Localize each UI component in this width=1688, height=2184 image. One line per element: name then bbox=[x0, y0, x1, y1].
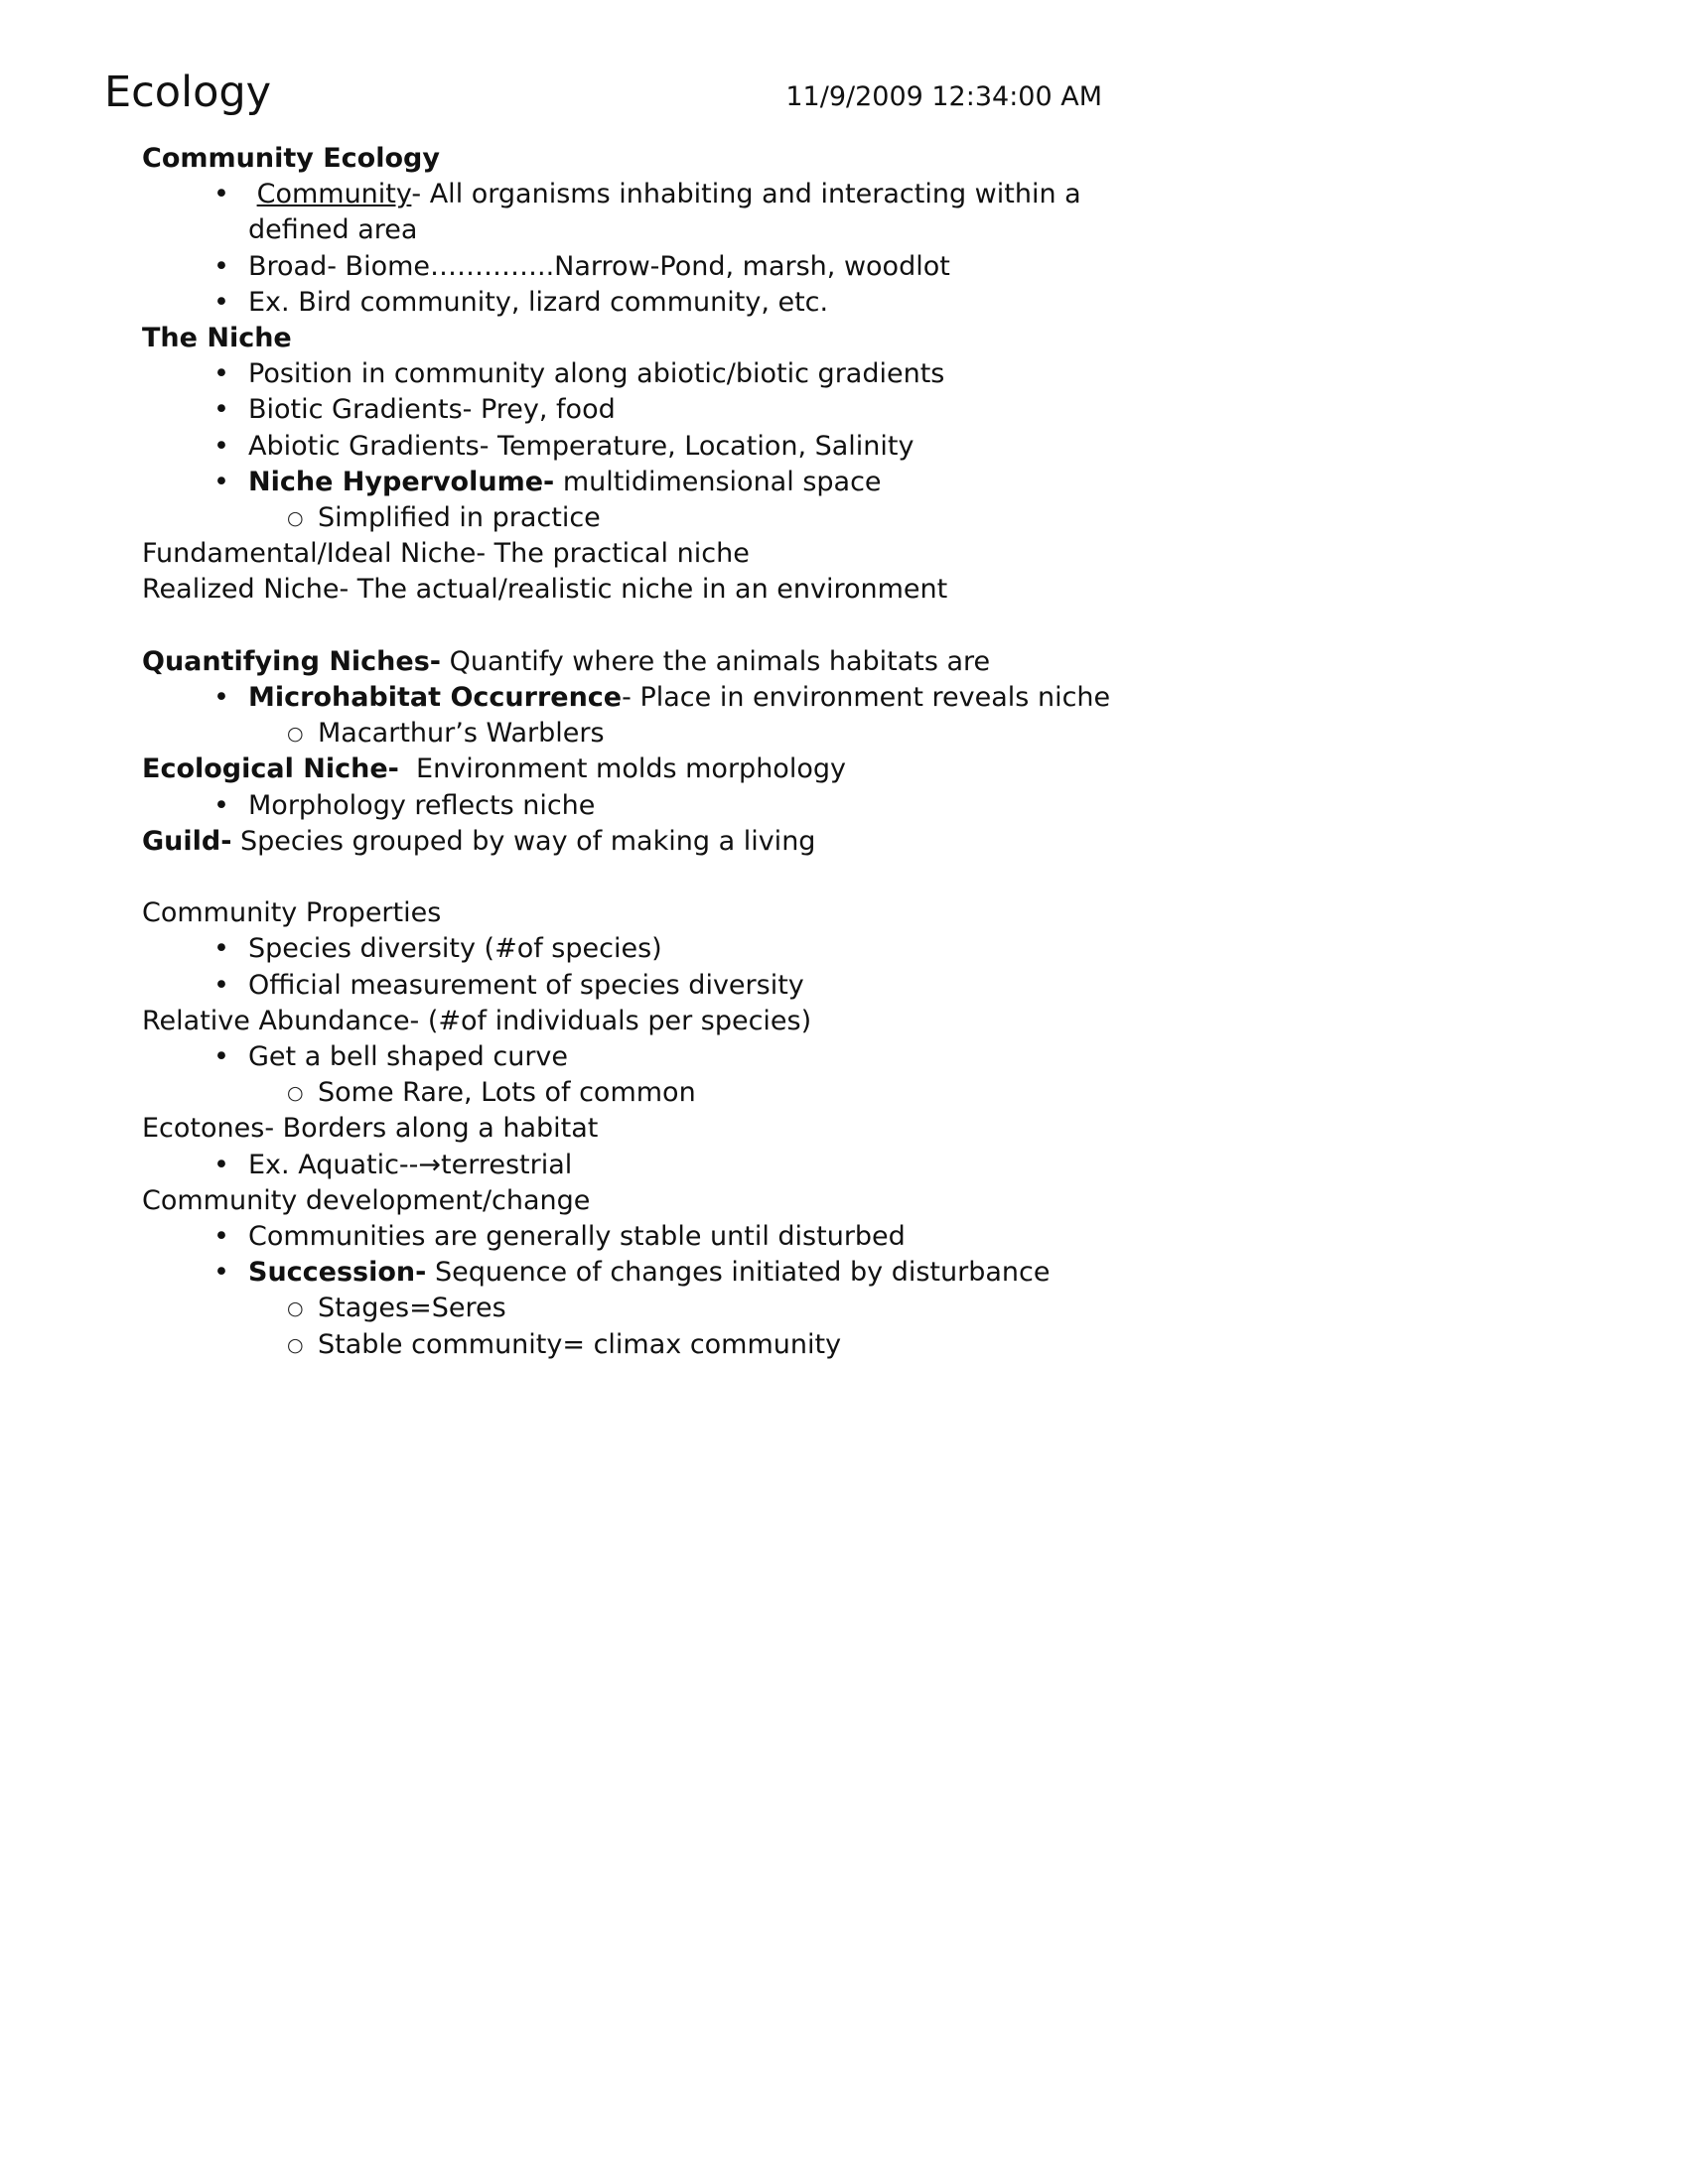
doc-line bbox=[142, 572, 1185, 608]
text-segment: Communities are generally stable until disturbed bbox=[248, 1221, 906, 1253]
doc-line bbox=[142, 824, 1185, 860]
text-segment: Position in community along abiotic/biotic gradients bbox=[248, 358, 945, 390]
doc-line bbox=[142, 536, 1185, 572]
circle-bullet-icon: ○ bbox=[287, 1082, 304, 1105]
doc-line bbox=[142, 644, 1185, 680]
bullet-icon: • bbox=[213, 286, 229, 318]
doc-line bbox=[142, 212, 1185, 248]
timestamp: 11/9/2009 12:34:00 AM bbox=[785, 81, 1102, 112]
text-segment: Niche Hypervolume- bbox=[248, 466, 555, 497]
circle-bullet-icon: ○ bbox=[287, 723, 304, 746]
doc-line bbox=[142, 1327, 1185, 1363]
doc-line bbox=[142, 321, 1185, 356]
circle-bullet-icon: ○ bbox=[287, 1297, 304, 1320]
text-segment: Succession- bbox=[248, 1257, 427, 1289]
text-segment: Relative Abundance- (#of individuals per species) bbox=[142, 1005, 812, 1036]
text-segment: Get a bell shaped curve bbox=[248, 1041, 569, 1073]
text-segment: - Place in environment reveals niche bbox=[622, 682, 1111, 714]
text-segment: Fundamental/Ideal Niche- The practical niche bbox=[142, 538, 750, 570]
doc-line bbox=[142, 680, 1185, 716]
text-segment: The Niche bbox=[142, 323, 292, 354]
bullet-icon: • bbox=[213, 250, 229, 282]
document-body bbox=[142, 141, 1185, 1363]
text-segment: Macarthur’s Warblers bbox=[318, 718, 605, 750]
bullet-icon: • bbox=[213, 179, 229, 210]
text-segment: - All organisms inhabiting and interacting within a bbox=[411, 179, 1081, 210]
text-segment: Ecotones- Borders along a habitat bbox=[142, 1113, 599, 1145]
text-segment: Official measurement of species diversity bbox=[248, 969, 804, 1001]
text-segment: Microhabitat Occurrence bbox=[248, 682, 623, 714]
doc-line bbox=[142, 1183, 1185, 1219]
doc-line bbox=[142, 429, 1185, 465]
text-segment: Community Ecology bbox=[142, 143, 440, 174]
doc-line bbox=[142, 285, 1185, 321]
doc-line bbox=[142, 1111, 1185, 1147]
doc-line bbox=[142, 1148, 1185, 1183]
doc-line bbox=[142, 788, 1185, 824]
doc-line bbox=[142, 465, 1185, 500]
text-segment: Some Rare, Lots of common bbox=[318, 1077, 696, 1109]
circle-bullet-icon: ○ bbox=[287, 1333, 304, 1356]
text-segment: Quantify where the animals habitats are bbox=[441, 645, 991, 677]
text-segment: Stages=Seres bbox=[318, 1293, 506, 1324]
doc-line bbox=[142, 931, 1185, 967]
text-segment: Community Properties bbox=[142, 897, 442, 929]
text-segment: multidimensional space bbox=[554, 466, 882, 497]
text-segment bbox=[248, 179, 257, 209]
bullet-icon: • bbox=[213, 969, 229, 1001]
text-segment: defined area bbox=[248, 214, 418, 246]
doc-line bbox=[142, 895, 1185, 931]
bullet-icon: • bbox=[213, 1041, 229, 1073]
text-segment: Realized Niche- The actual/realistic niche in an environment bbox=[142, 574, 948, 606]
text-segment: Quantifying Niches- bbox=[142, 645, 441, 677]
text-segment: Ecological Niche- bbox=[142, 753, 399, 785]
doc-line bbox=[142, 716, 1185, 751]
doc-line bbox=[142, 141, 1185, 177]
text-segment: Morphology reflects niche bbox=[248, 789, 596, 821]
blank-line bbox=[142, 609, 1185, 644]
bullet-icon: • bbox=[213, 789, 229, 821]
bullet-icon: • bbox=[213, 682, 229, 714]
bullet-icon: • bbox=[213, 466, 229, 497]
doc-line bbox=[142, 500, 1185, 536]
text-segment: Sequence of changes initiated by disturbance bbox=[426, 1257, 1051, 1289]
text-segment: Simplified in practice bbox=[318, 502, 601, 534]
circle-bullet-icon: ○ bbox=[287, 507, 304, 530]
bullet-icon: • bbox=[213, 1257, 229, 1289]
text-segment: Abiotic Gradients- Temperature, Location, Salinity bbox=[248, 430, 914, 462]
text-segment: Broad- Biome…………..Narrow-Pond, marsh, woodlot bbox=[248, 250, 950, 282]
text-segment: Species diversity (#of species) bbox=[248, 933, 662, 965]
doc-line bbox=[142, 1255, 1185, 1291]
bullet-icon: • bbox=[213, 430, 229, 462]
bullet-icon: • bbox=[213, 394, 229, 426]
text-segment: Ex. Bird community, lizard community, etc. bbox=[248, 286, 829, 318]
doc-line bbox=[142, 356, 1185, 392]
doc-line bbox=[142, 1004, 1185, 1039]
text-segment: Guild- bbox=[142, 825, 232, 857]
text-segment: Environment molds morphology bbox=[398, 753, 846, 785]
doc-line bbox=[142, 1291, 1185, 1326]
text-segment: Ex. Aquatic--→terrestrial bbox=[248, 1149, 573, 1180]
bullet-icon: • bbox=[213, 933, 229, 965]
bullet-icon: • bbox=[213, 1221, 229, 1253]
doc-line bbox=[142, 177, 1185, 212]
doc-line bbox=[142, 751, 1185, 787]
doc-line bbox=[142, 392, 1185, 428]
text-segment: Community development/change bbox=[142, 1184, 591, 1216]
text-segment: Community bbox=[256, 179, 412, 210]
doc-line bbox=[142, 1075, 1185, 1111]
text-segment: Stable community= climax community bbox=[318, 1328, 842, 1360]
blank-line bbox=[142, 860, 1185, 895]
doc-line bbox=[142, 968, 1185, 1004]
doc-line bbox=[142, 249, 1185, 285]
page-title: Ecology bbox=[104, 68, 272, 117]
bullet-icon: • bbox=[213, 358, 229, 390]
text-segment: Species grouped by way of making a living bbox=[231, 825, 816, 857]
doc-line bbox=[142, 1039, 1185, 1075]
doc-line bbox=[142, 1219, 1185, 1255]
bullet-icon: • bbox=[213, 1149, 229, 1180]
text-segment: Biotic Gradients- Prey, food bbox=[248, 394, 616, 426]
